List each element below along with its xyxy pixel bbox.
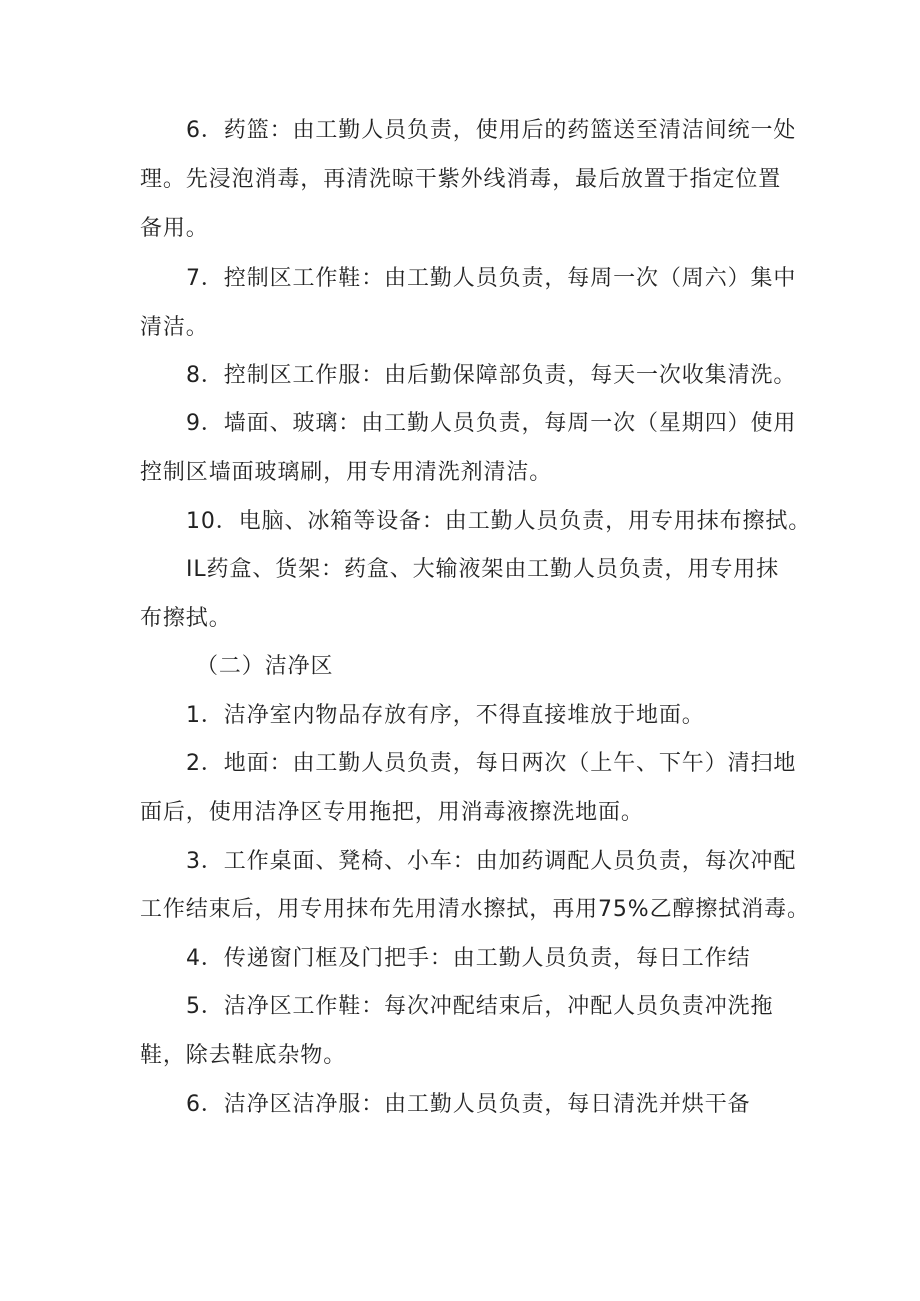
text-line: 6．药篮：由工勤人员负责，使用后的药篮送至清洁间统一处 [186, 118, 797, 143]
text-line: 8．控制区工作服：由后勤保障部负责，每天一次收集清洗。 [186, 363, 797, 388]
text-line: 1．洁净室内物品存放有序，不得直接堆放于地面。 [186, 703, 705, 728]
text-line: 布擦拭。 [140, 606, 232, 631]
text-line: 清洁。 [140, 315, 209, 340]
text-line: 鞋，除去鞋底杂物。 [140, 1043, 347, 1068]
text-line: 备用。 [140, 216, 209, 241]
text-line: 6．洁净区洁净服：由工勤人员负责，每日清洗并烘干备 [186, 1092, 751, 1117]
text-line: IL药盒、货架：药盒、大输液架由工勤人员负责，用专用抹 [186, 557, 780, 582]
text-line: 9．墙面、玻璃：由工勤人员负责，每周一次（星期四）使用 [186, 411, 797, 436]
text-line: 理。先浸泡消毒，再清洗晾干紫外线消毒，最后放置于指定位置 [140, 167, 782, 192]
text-line: 面后，使用洁净区专用拖把，用消毒液擦洗地面。 [140, 800, 644, 825]
text-line: 工作结束后，用专用抹布先用清水擦拭，再用75%乙醇擦拭消毒。 [140, 897, 810, 922]
section-heading-text: （二）洁净区 [196, 654, 334, 679]
text-line: 控制区墙面玻璃刷，用专用清洗剂清洁。 [140, 460, 553, 485]
text-line: 3．工作桌面、凳椅、小车：由加药调配人员负责，每次冲配 [186, 849, 797, 874]
text-line: 2．地面：由工勤人员负责，每日两次（上午、下午）清扫地 [186, 751, 797, 776]
text-line: 5．洁净区工作鞋：每次冲配结束后，冲配人员负责冲洗拖 [186, 994, 774, 1019]
text-line: 7．控制区工作鞋：由工勤人员负责，每周一次（周六）集中 [186, 266, 797, 291]
text-line: 10．电脑、冰箱等设备：由工勤人员负责，用专用抹布擦拭。 [186, 509, 812, 534]
text-line: 4．传递窗门框及门把手：由工勤人员负责，每日工作结 [186, 946, 751, 971]
